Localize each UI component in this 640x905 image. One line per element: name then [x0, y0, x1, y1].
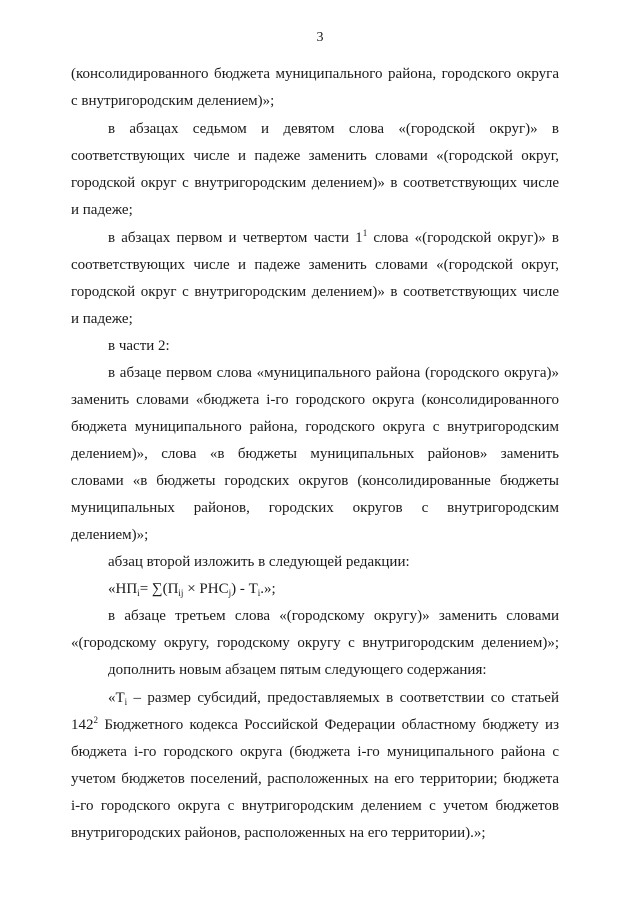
superscript: 2 — [93, 715, 98, 725]
text-line — [108, 228, 559, 248]
text-line: в абзаце первом слова «муниципального района (городского округа)» — [108, 365, 559, 381]
text-fragment: «НП — [108, 581, 138, 597]
text-line: в абзацах седьмом и девятом слова «(городской округ)» в — [108, 121, 559, 137]
text-line: городской округ с внутригородским делением)» в соответствующих числе — [71, 284, 559, 300]
text-fragment: Бюджетного кодекса Российской Федерации областному бюджету из — [98, 717, 559, 733]
text-line: заменить словами «бюджета i-го городского округа (консолидированного — [71, 392, 559, 408]
subscript: i — [124, 697, 128, 707]
text-line: и падеже; — [71, 202, 133, 218]
text-line: городской округ с внутригородским делением)» в соответствующих числе — [71, 175, 559, 191]
text-line: словами «в бюджеты городских округов (консолидированные бюджеты — [71, 473, 559, 489]
text-fragment: ) - Т — [231, 581, 258, 597]
text-fragment: «Т — [108, 690, 125, 706]
subscript: i — [257, 588, 261, 598]
text-line: абзац второй изложить в следующей редакции: — [108, 554, 410, 570]
text-fragment: слова «(городской округ)» в — [367, 230, 559, 246]
text-line: учетом бюджетов поселений, расположенных на его территории; бюджета — [71, 771, 559, 787]
text-line: в части 2: — [108, 338, 170, 354]
text-line: делением)», слова «в бюджеты муниципальных районов» заменить — [71, 446, 559, 462]
text-line: «(городскому округу, городскому округу с внутригородским делением)»; — [71, 635, 559, 651]
superscript: 1 — [362, 228, 368, 238]
subscript: ij — [178, 588, 184, 598]
formula-line — [108, 579, 276, 599]
subscript: i — [137, 588, 140, 598]
text-line: соответствующих числе и падеже заменить словами «(городской округ, — [71, 148, 559, 164]
text-fragment: – размер субсидий, предоставляемых в соответствии со статьей — [127, 690, 559, 706]
text-line: соответствующих числе и падеже заменить словами «(городской округ, — [71, 257, 559, 273]
text-fragment: = ∑(П — [139, 581, 179, 597]
text-line: i-го городского округа с внутригородским делением с учетом бюджетов — [71, 798, 559, 814]
text-line: дополнить новым абзацем пятым следующего содержания: — [108, 662, 487, 678]
text-fragment: 142 — [71, 717, 94, 733]
page-number: 3 — [316, 30, 324, 45]
text-line: с внутригородским делением)»; — [71, 93, 275, 109]
text-line: и падеже; — [71, 311, 133, 327]
text-line: муниципальных районов, городских округов с внутригородским — [71, 500, 559, 516]
text-line: бюджета муниципального района, городского округа с внутригородским — [71, 419, 559, 435]
text-fragment: в абзацах первом и четвертом части 1 — [108, 230, 363, 246]
text-line: делением)»; — [71, 527, 149, 543]
text-line — [71, 715, 559, 735]
text-line: (консолидированного бюджета муниципального района, городского округа — [71, 66, 559, 82]
subscript: j — [228, 588, 232, 598]
text-fragment: × РНС — [183, 581, 229, 597]
text-fragment: .»; — [260, 581, 276, 597]
text-line: внутригородских районов, расположенных на его территории).»; — [71, 825, 486, 841]
text-line: бюджета i-го городского округа (бюджета i-го муниципального района с — [71, 744, 559, 760]
text-line — [108, 688, 559, 708]
text-line: в абзаце третьем слова «(городскому округу)» заменить словами — [108, 608, 559, 624]
